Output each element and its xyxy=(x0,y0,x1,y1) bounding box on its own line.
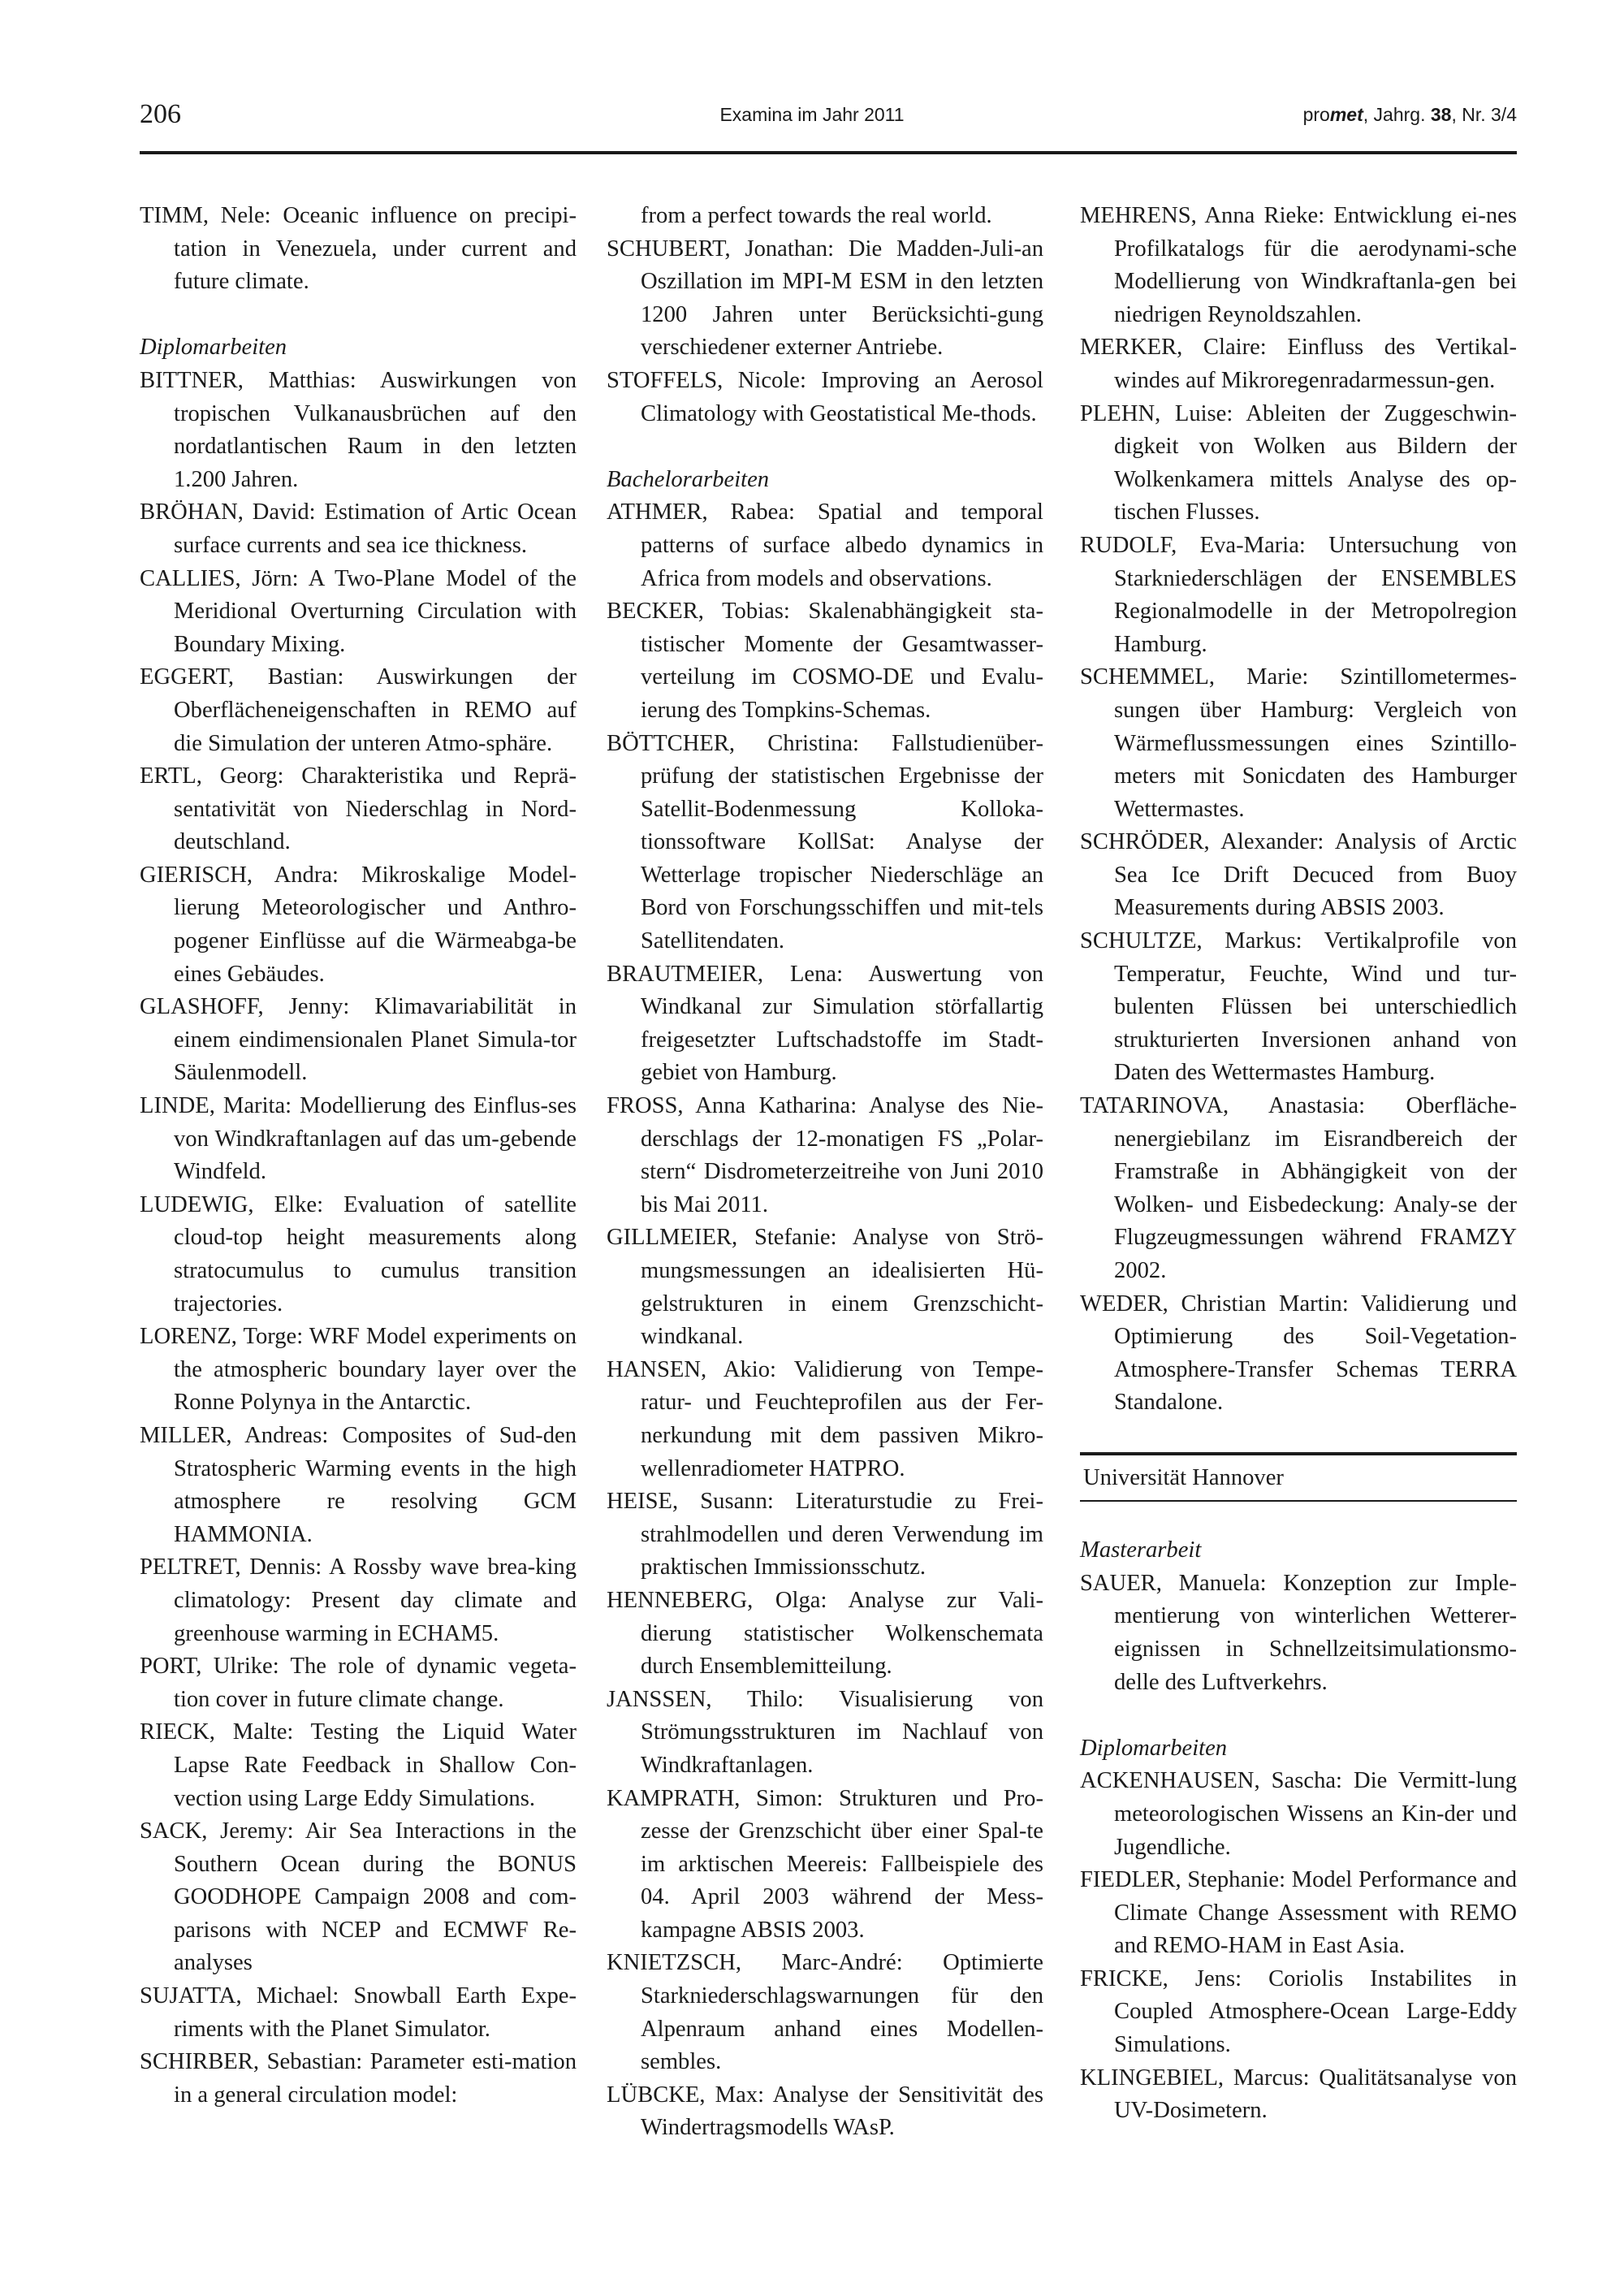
thesis-entry: CALLIES, Jörn: A Two-Plane Model of the Meridional Overturning Circulation with Boundary Mixing. xyxy=(140,565,577,657)
spacer xyxy=(1080,1502,1517,1535)
journal-reference xyxy=(1303,104,1517,126)
thesis-entry: TATARINOVA, Anastasia: Oberfläche-nenergiebilanz im Eisrandbereich der Framstraße in Abhängigkeit von der Wolken- und Eisbedeckung: Analy-se der Flugzeugmessungen während FRAMZY 2002. xyxy=(1080,1093,1517,1283)
thesis-entry: KNIETZSCH, Marc-André: Optimierte Starkniederschlagswarnungen für den Alpenraum anhand eines Modellen-sembles. xyxy=(607,1950,1043,2075)
thesis-entry: RUDOLF, Eva-Maria: Untersuchung von Starkniederschlägen der ENSEMBLES Regionalmodelle in der Metropolregion Hamburg. xyxy=(1080,532,1517,657)
page-number: 206 xyxy=(140,99,181,129)
thesis-entry: KLINGEBIEL, Marcus: Qualitätsanalyse von UV-Dosimetern. xyxy=(1080,2065,1517,2124)
thesis-entry: LUDEWIG, Elke: Evaluation of satellite cloud-top height measurements along stratocumulus to cumulus transition trajectories. xyxy=(140,1191,577,1317)
thesis-list xyxy=(607,233,1043,431)
journal-volume: 38 xyxy=(1430,104,1452,125)
thesis-entry: JANSSEN, Thilo: Visualisierung von Strömungsstrukturen im Nachlauf von Windkraftanlagen. xyxy=(607,1686,1043,1778)
thesis-list xyxy=(1080,200,1517,1420)
column-right xyxy=(1080,200,1517,2128)
thesis-entry: MEHRENS, Anna Rieke: Entwicklung ei-nes Profilkatalogs für die aerodynami-sche Modellierung von Windkraftanla-gen bei niedrigen Reynoldszahlen. xyxy=(1080,203,1517,327)
thesis-entry: LÜBCKE, Max: Analyse der Sensitivität des Windertragsmodells WAsP. xyxy=(607,2082,1043,2141)
thesis-entry: STOFFELS, Nicole: Improving an Aerosol Climatology with Geostatistical Me-thods. xyxy=(607,367,1043,426)
thesis-entry: BÖTTCHER, Christina: Fallstudienüber-prüfung der statistischen Ergebnisse der Satellit-Bodenmessung Kolloka-tionssoftware KollSat: Analyse der Wetterlage tropischer Niederschläge an Bord von Forschungsschiffen und mit-tels Satellitendaten. xyxy=(607,730,1043,954)
university-heading-box xyxy=(1080,1452,1517,1502)
thesis-entry: SCHRÖDER, Alexander: Analysis of Arctic Sea Ice Drift Decuced from Buoy Measurements during ABSIS 2003. xyxy=(1080,829,1517,921)
thesis-list xyxy=(607,496,1043,2145)
thesis-entry: FRICKE, Jens: Coriolis Instabilites in Coupled Atmosphere-Ocean Large-Eddy Simulations. xyxy=(1080,1965,1517,2058)
thesis-entry: LINDE, Marita: Modellierung des Einflus-ses von Windkraftanlagen auf das um-gebende Windfeld. xyxy=(140,1093,577,1185)
thesis-entry: BRAUTMEIER, Lena: Auswertung von Windkanal zur Simulation störfallartig freigesetzter Luftschadstoffe im Stadt-gebiet von Hamburg. xyxy=(607,961,1043,1086)
thesis-list xyxy=(140,365,577,2112)
thesis-entry: ERTL, Georg: Charakteristika und Reprä-sentativität von Niederschlag in Nord-deutschland. xyxy=(140,763,577,855)
thesis-entry: SCHIRBER, Sebastian: Parameter esti-mation in a general circulation model: xyxy=(140,2049,577,2108)
thesis-entry: LORENZ, Torge: WRF Model experiments on the atmospheric boundary layer over the Ronne Polynya in the Antarctic. xyxy=(140,1324,577,1416)
thesis-entry: SCHUBERT, Jonathan: Die Madden-Juli-an Oszillation im MPI-M ESM in den letzten 1200 Jahren unter Berücksichti-gung verschiedener externer Antriebe. xyxy=(607,236,1043,361)
spacer xyxy=(1080,1699,1517,1732)
thesis-entry: HEISE, Susann: Literaturstudie zu Frei-strahlmodellen und deren Verwendung im praktischen Immissionsschutz. xyxy=(607,1489,1043,1580)
thesis-entry: BRÖHAN, David: Estimation of Artic Ocean surface currents and sea ice thickness. xyxy=(140,499,577,558)
journal-name-emphasis: met xyxy=(1329,104,1363,125)
thesis-entry: SUJATTA, Michael: Snowball Earth Expe-riments with the Planet Simulator. xyxy=(140,1983,577,2042)
spacer xyxy=(140,299,577,332)
university-name: Universität Hannover xyxy=(1083,1464,1284,1490)
continued-entry: from a perfect towards the real world. xyxy=(641,203,992,228)
thesis-list xyxy=(1080,1765,1517,2128)
column-middle xyxy=(607,200,1043,2145)
thesis-list xyxy=(1080,1567,1517,1699)
thesis-entry: BITTNER, Matthias: Auswirkungen von tropischen Vulkanausbrüchen auf den nordatlantischen Raum in den letzten 1.200 Jahren. xyxy=(140,367,577,492)
thesis-entry: GILLMEIER, Stefanie: Analyse von Strö-mungsmessungen an idealisierten Hü-gelstrukturen in einem Grenzschicht-windkanal. xyxy=(607,1225,1043,1350)
thesis-entry: ACKENHAUSEN, Sascha: Die Vermitt-lung meteorologischen Wissens an Kin-der und Jugendliche. xyxy=(1080,1768,1517,1860)
thesis-entry: MERKER, Claire: Einfluss des Vertikal-windes auf Mikroregenradarmessun-gen. xyxy=(1080,335,1517,393)
spacer xyxy=(607,430,1043,464)
thesis-entry: FIEDLER, Stephanie: Model Performance and Climate Change Assessment with REMO and REMO-HAM in East Asia. xyxy=(1080,1867,1517,1959)
journal-issue: , Nr. 3/4 xyxy=(1451,104,1517,125)
thesis-entry: PORT, Ulrike: The role of dynamic vegeta-tion cover in future climate change. xyxy=(140,1654,577,1712)
section-heading-diplomarbeiten: Diplomarbeiten xyxy=(1080,1735,1228,1761)
thesis-entry: PLEHN, Luise: Ableiten der Zuggeschwin-digkeit von Wolken aus Bildern der Wolkenkamera mittels Analyse des op-tischen Flusses. xyxy=(1080,400,1517,525)
section-heading-diplomarbeiten: Diplomarbeiten xyxy=(140,335,287,361)
journal-year-label: , Jahrg. xyxy=(1363,104,1431,125)
thesis-entry: PELTRET, Dennis: A Rossby wave brea-king climatology: Present day climate and greenhouse warming in ECHAM5. xyxy=(140,1554,577,1646)
running-title: Examina im Jahr 2011 xyxy=(719,104,905,125)
section-heading-bachelorarbeiten: Bachelorarbeiten xyxy=(607,466,770,492)
thesis-entry: FROSS, Anna Katharina: Analyse des Nie-derschlags der 12-monatigen FS „Polar-stern“ Disdrometerzeitreihe von Juni 2010 bis Mai 2011. xyxy=(607,1093,1043,1217)
thesis-entry: HANSEN, Akio: Validierung von Tempe-ratur- und Feuchteprofilen aus der Fer-nerkundung mit dem passiven Mikro-wellenradiometer HATPRO. xyxy=(607,1356,1043,1481)
journal-name-prefix: pro xyxy=(1302,104,1330,125)
thesis-entry: EGGERT, Bastian: Auswirkungen der Oberflächeneigenschaften in REMO auf die Simulation der unteren Atmo-sphäre. xyxy=(140,664,577,756)
thesis-entry: GLASHOFF, Jenny: Klimavariabilität in einem eindimensionalen Planet Simula-tor Säulenmodell. xyxy=(140,994,577,1086)
thesis-entry: TIMM, Nele: Oceanic influence on precipi-tation in Venezuela, under current and future climate. xyxy=(140,203,577,295)
thesis-entry: WEDER, Christian Martin: Validierung und Optimierung des Soil-Vegetation-Atmosphere-Transfer Schemas TERRA Standalone. xyxy=(1080,1291,1517,1416)
header-rule xyxy=(140,151,1517,154)
thesis-entry: SACK, Jeremy: Air Sea Interactions in the Southern Ocean during the BONUS GOODHOPE Campaign 2008 and com-parisons with NCEP and ECMWF Re-analyses xyxy=(140,1818,577,1976)
section-heading-masterarbeit: Masterarbeit xyxy=(1080,1537,1202,1563)
thesis-entry: SAUER, Manuela: Konzeption zur Imple-mentierung von winterlichen Wetterer-eignissen in Schnellzeitsimulationsmo-delle des Luftverkehrs. xyxy=(1080,1570,1517,1695)
thesis-entry: GIERISCH, Andra: Mikroskalige Model-lierung Meteorologischer und Anthro-pogener Einflüsse auf die Wärmeabga-be eines Gebäudes. xyxy=(140,862,577,987)
thesis-entry: ATHMER, Rabea: Spatial and temporal patterns of surface albedo dynamics in Africa from models and observations. xyxy=(607,499,1043,591)
thesis-entry: KAMPRATH, Simon: Strukturen und Pro-zesse der Grenzschicht über einer Spal-te im arktischen Meereis: Fallbeispiele des 04. April 2003 während der Mess-kampagne ABSIS 2003. xyxy=(607,1785,1043,1943)
thesis-entry: RIECK, Malte: Testing the Liquid Water Lapse Rate Feedback in Shallow Con-vection using Large Eddy Simulations. xyxy=(140,1719,577,1811)
thesis-list xyxy=(140,200,577,299)
thesis-entry: SCHULTZE, Markus: Vertikalprofile von Temperatur, Feuchte, Wind und tur-bulenten Flüssen bei unterschiedlich strukturierten Inversionen anhand von Daten des Wettermastes Hamburg. xyxy=(1080,928,1517,1086)
thesis-entry: BECKER, Tobias: Skalenabhängigkeit sta-tistischer Momente der Gesamtwasser-verteilung im COSMO-DE und Evalu-ierung des Tompkins-Schemas. xyxy=(607,599,1043,723)
thesis-entry: HENNEBERG, Olga: Analyse zur Vali-dierung statistischer Wolkenschemata durch Ensemblemitteilung. xyxy=(607,1587,1043,1680)
column-left xyxy=(140,200,577,2112)
thesis-entry: SCHEMMEL, Marie: Szintillometermes-sungen über Hamburg: Vergleich von Wärmeflussmessungen eines Szintillo-meters mit Sonicdaten des Hamburger Wettermastes. xyxy=(1080,664,1517,822)
thesis-entry: MILLER, Andreas: Composites of Sud-den Stratospheric Warming events in the high atmosphere re resolving GCM HAMMONIA. xyxy=(140,1422,577,1547)
